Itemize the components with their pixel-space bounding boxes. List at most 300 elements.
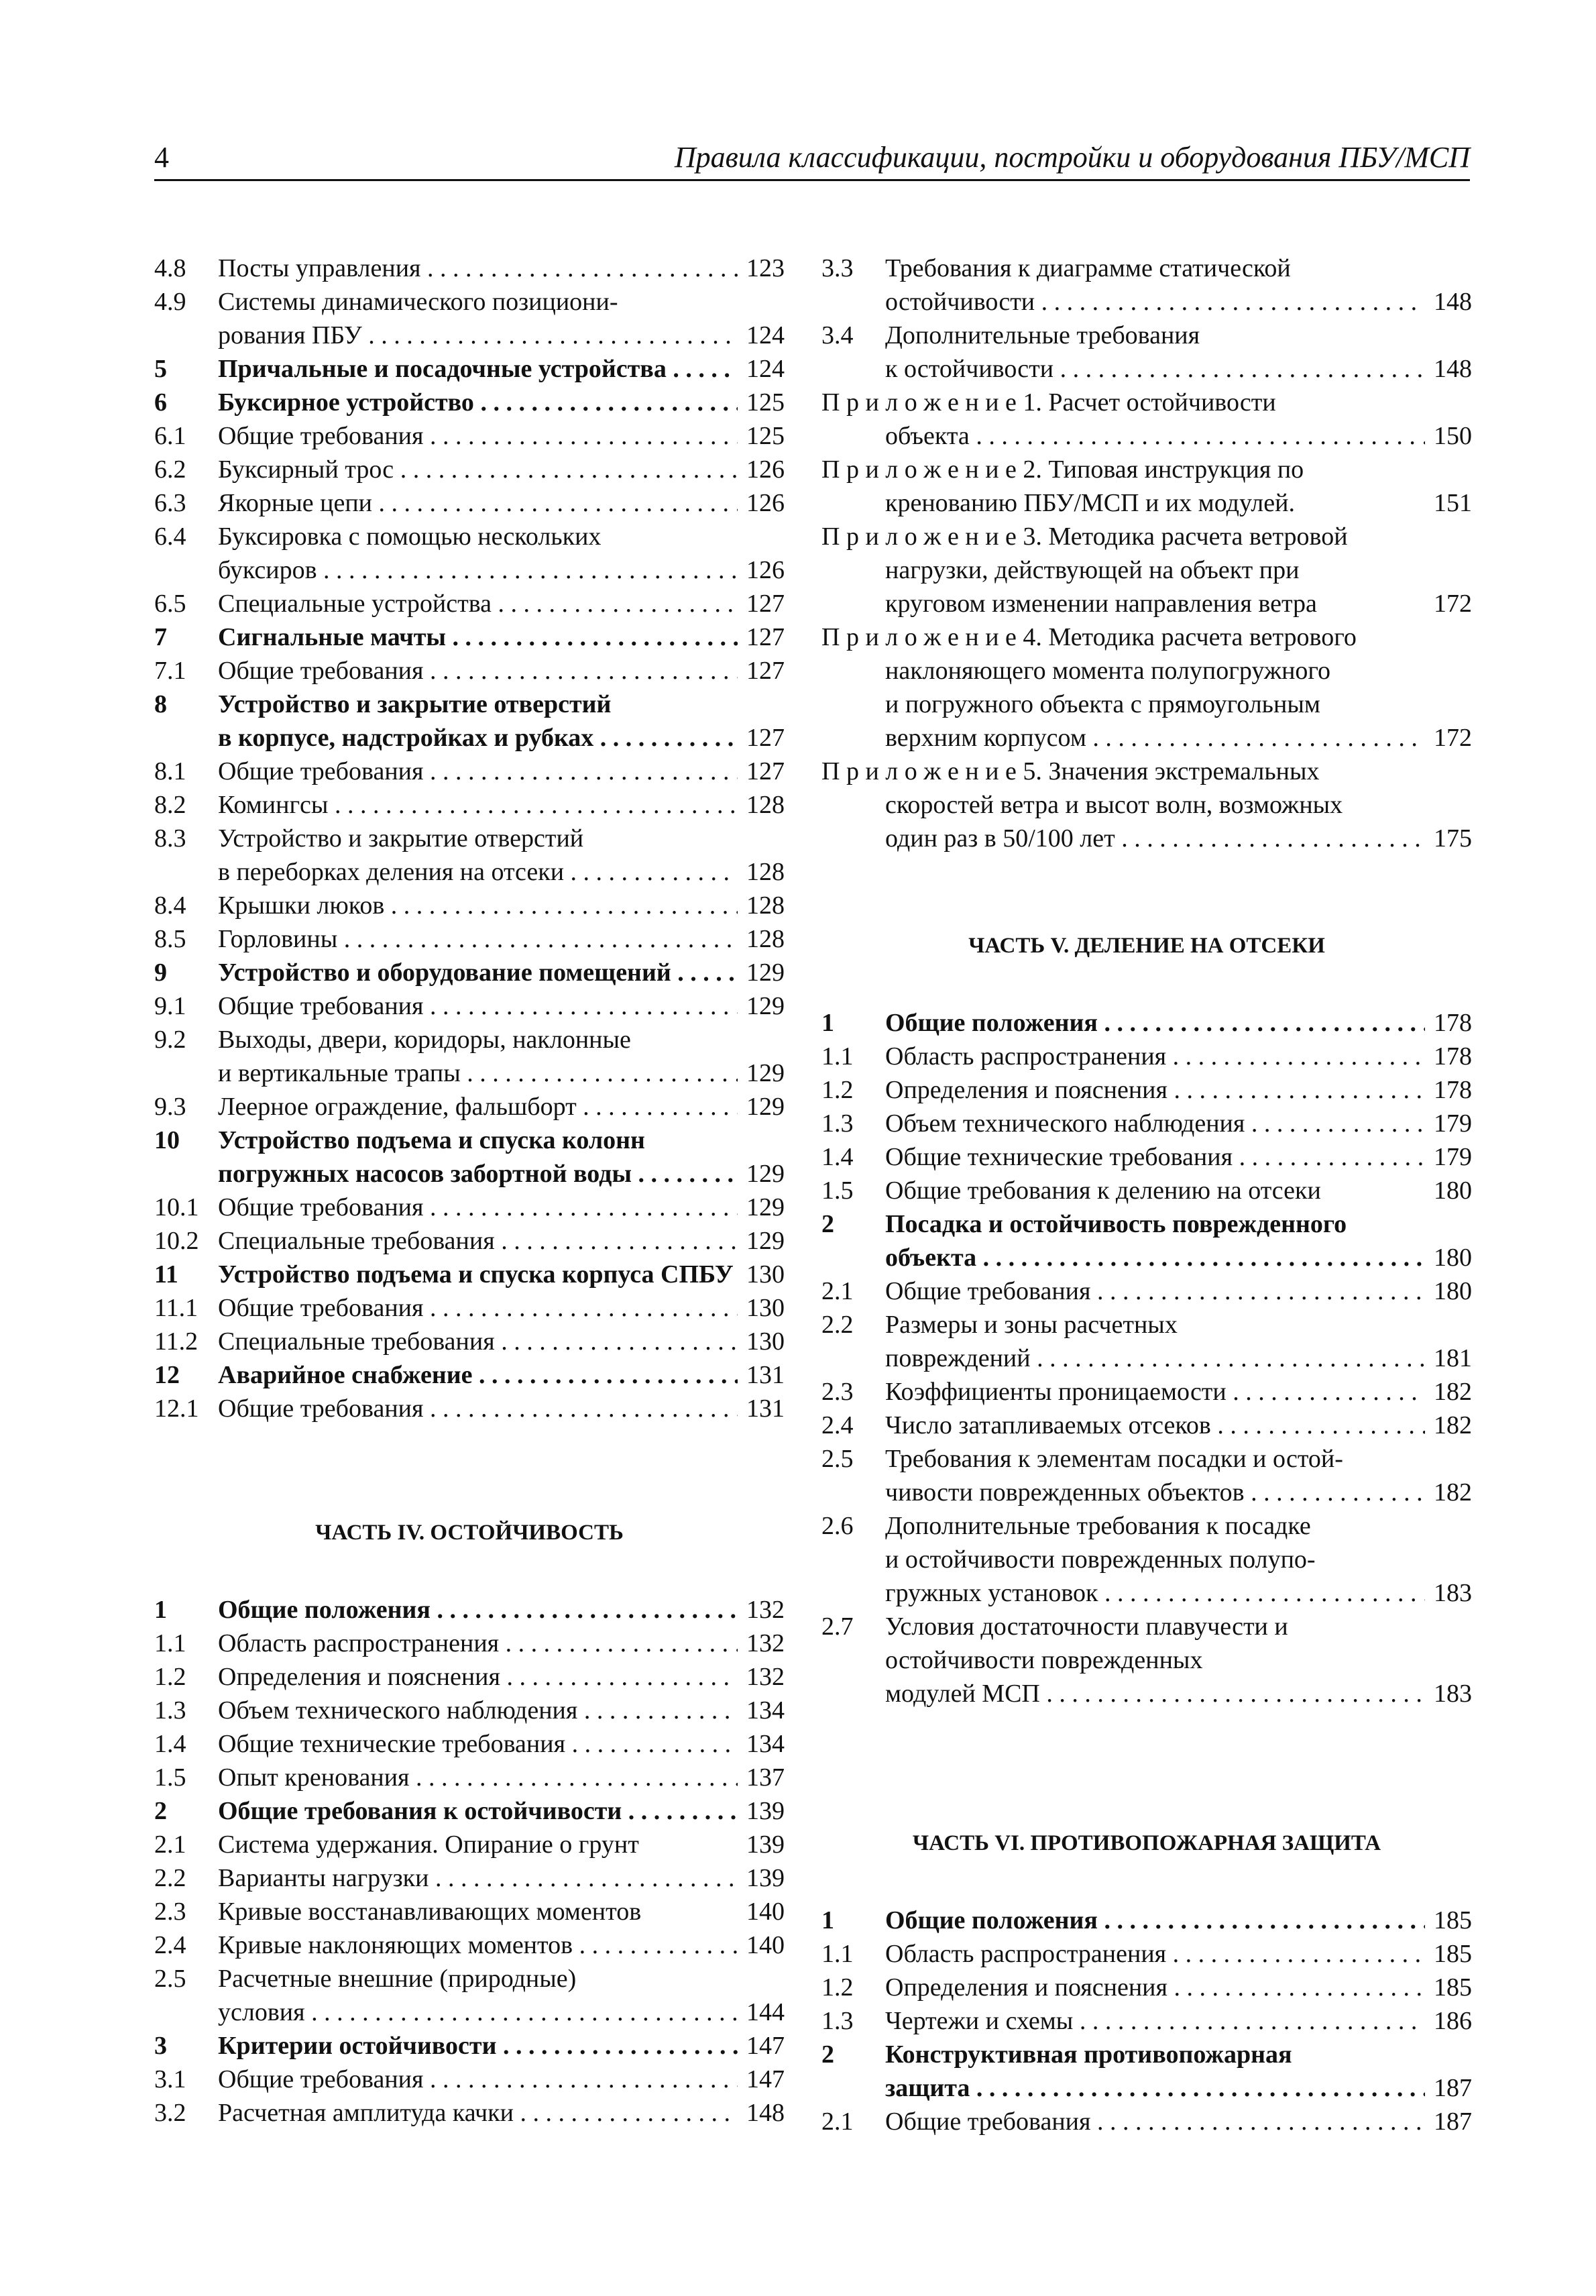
toc-entry-title: верхним корпусом . . . xyxy=(885,721,1425,755)
toc-entry-number: 3.1 xyxy=(154,2065,186,2093)
toc-entry xyxy=(154,620,785,654)
toc-entry-title: Кривые восстанавливающих моментов xyxy=(218,1898,642,1926)
toc-entry-title: Буксировка с помощью нескольких xyxy=(218,523,602,551)
toc-entry-page: 131 xyxy=(746,1395,785,1423)
toc-entry-title: Размеры и зоны расчетных xyxy=(885,1311,1178,1339)
toc-entry-page: 180 xyxy=(1434,1277,1472,1305)
toc-entry xyxy=(154,1358,785,1392)
toc-entry xyxy=(821,1576,1472,1610)
toc-entry xyxy=(154,285,785,319)
toc-entry-number: 2.3 xyxy=(154,1898,186,1926)
toc-entry-number: 1.4 xyxy=(821,1143,854,1171)
toc-entry-page: 129 xyxy=(746,1227,785,1255)
toc-entry-number: 4.8 xyxy=(154,254,186,282)
toc-entry-number: 9.3 xyxy=(154,1093,186,1121)
toc-entry xyxy=(821,1543,1472,1576)
toc-entry-page: 185 xyxy=(1434,1906,1472,1934)
toc-entry-number: 1.2 xyxy=(154,1663,186,1691)
toc-entry xyxy=(821,520,1472,553)
toc-entry-page: 128 xyxy=(746,791,785,819)
toc-entry-number: 2.2 xyxy=(154,1864,186,1892)
toc-entry-title: Общие требования . . . xyxy=(218,419,738,453)
toc-entry xyxy=(154,1660,785,1694)
toc-entry-page: 172 xyxy=(1434,590,1472,618)
toc-entry xyxy=(154,788,785,822)
toc-entry-number: 2.1 xyxy=(821,1277,854,1305)
toc-entry-title: и погружного объекта с прямоугольным xyxy=(885,690,1320,718)
toc-entry xyxy=(154,1224,785,1258)
toc-entry-title: Сигнальные мачты . . . xyxy=(218,620,738,654)
toc-list xyxy=(821,252,1472,855)
toc-entry-number: 6 xyxy=(154,388,167,417)
toc-entry xyxy=(154,1828,785,1861)
toc-entry-title: Общие требования . . . xyxy=(885,1274,1425,1308)
toc-entry-page: 128 xyxy=(746,925,785,953)
toc-entry xyxy=(821,654,1472,688)
toc-entry-number: 1.3 xyxy=(821,2007,854,2035)
toc-entry-number: 1.1 xyxy=(821,1042,854,1071)
toc-entry-title: Общие требования . . . xyxy=(885,2105,1425,2138)
toc-entry-title: Общие требования . . . xyxy=(218,2063,738,2096)
toc-entry-page: 126 xyxy=(746,489,785,517)
toc-entry xyxy=(154,2063,785,2096)
toc-entry xyxy=(154,855,785,889)
toc-entry-number: 1.1 xyxy=(154,1629,186,1657)
toc-entry-title: к остойчивости . . . xyxy=(885,352,1425,386)
toc-entry-title: Устройство и оборудование помещений . . . xyxy=(218,956,738,989)
toc-entry xyxy=(154,1325,785,1358)
toc-entry xyxy=(821,419,1472,453)
toc-entry xyxy=(154,755,785,788)
toc-entry xyxy=(821,1006,1472,1040)
toc-entry-page: 128 xyxy=(746,858,785,886)
toc-entry xyxy=(154,520,785,553)
toc-entry-title: Общие требования к делению на отсеки xyxy=(885,1177,1321,1205)
toc-entry xyxy=(154,2029,785,2063)
toc-entry xyxy=(154,252,785,285)
toc-entry-number: 9.1 xyxy=(154,992,186,1020)
toc-entry xyxy=(821,1937,1472,1971)
toc-entry-page: 124 xyxy=(746,355,785,383)
toc-entry-page: 127 xyxy=(746,657,785,685)
toc-entry-page: 148 xyxy=(1434,288,1472,316)
toc-entry-number: 8.4 xyxy=(154,891,186,920)
toc-right-column xyxy=(821,252,1472,2138)
toc-entry-title: Специальные требования . . . xyxy=(218,1224,738,1258)
toc-entry-title: Якорные цепи . . . xyxy=(218,486,738,520)
toc-entry-title: Общие требования . . . xyxy=(218,1191,738,1224)
toc-entry xyxy=(154,721,785,755)
toc-entry xyxy=(154,1996,785,2029)
toc-entry-title: наклоняющего момента полупогружного xyxy=(885,657,1331,685)
toc-entry-page: 147 xyxy=(746,2032,785,2060)
toc-entry-title: Устройство подъема и спуска корпуса СПБУ xyxy=(218,1260,734,1289)
toc-entry-title: Варианты нагрузки . . . xyxy=(218,1861,738,1895)
toc-entry-number: 7.1 xyxy=(154,657,186,685)
toc-entry xyxy=(154,386,785,419)
toc-entry-title: Общие положения . . . xyxy=(885,1006,1425,1040)
toc-entry-title: Коэффициенты проницаемости . . . xyxy=(885,1375,1425,1409)
toc-entry-page: 129 xyxy=(746,959,785,987)
toc-entry-title: буксиров . . . xyxy=(218,553,738,587)
toc-entry xyxy=(154,352,785,386)
toc-entry-number: 8.5 xyxy=(154,925,186,953)
toc-entry xyxy=(821,1442,1472,1476)
toc-entry-page: 148 xyxy=(1434,355,1472,383)
toc-entry xyxy=(821,788,1472,822)
toc-entry-page: 129 xyxy=(746,992,785,1020)
toc-entry xyxy=(821,1610,1472,1643)
toc-entry xyxy=(821,1476,1472,1509)
toc-entry xyxy=(154,1157,785,1191)
toc-entry-number: 12.1 xyxy=(154,1395,199,1423)
toc-entry-title: круговом изменении направления ветра xyxy=(885,590,1317,618)
toc-entry xyxy=(821,755,1472,788)
toc-entry-title: Условия достаточности плавучести и xyxy=(885,1612,1288,1641)
toc-entry xyxy=(154,1023,785,1056)
toc-entry-title: Чертежи и схемы . . . xyxy=(885,2004,1425,2038)
toc-entry-page: 139 xyxy=(746,1864,785,1892)
toc-entry-title: повреждений . . . xyxy=(885,1342,1425,1375)
toc-entry-title: в переборках деления на отсеки . . . xyxy=(218,855,738,889)
toc-entry xyxy=(821,285,1472,319)
toc-entry-title: Общие требования . . . xyxy=(218,654,738,688)
spacer xyxy=(821,1710,1472,1810)
toc-entry-title: Определения и пояснения . . . xyxy=(218,1660,738,1694)
toc-entry-title: модулей МСП . . . xyxy=(885,1677,1425,1710)
toc-entry-number: 5 xyxy=(154,355,167,383)
toc-entry-title: условия . . . xyxy=(218,1996,738,2029)
toc-entry-page: 178 xyxy=(1434,1009,1472,1037)
toc-entry-page: 127 xyxy=(746,590,785,618)
toc-entry-page: 132 xyxy=(746,1629,785,1657)
page-number: 4 xyxy=(154,141,169,174)
toc-entry-title: объекта . . . xyxy=(885,419,1425,453)
toc-entry-page: 139 xyxy=(746,1830,785,1859)
toc-entry xyxy=(154,822,785,855)
toc-entry-title: кренованию ПБУ/МСП и их модулей. xyxy=(885,489,1295,517)
toc-entry-number: 1.4 xyxy=(154,1730,186,1758)
toc-entry-title: Область распространения . . . xyxy=(885,1937,1425,1971)
toc-entry-title: объекта . . . xyxy=(885,1241,1425,1274)
toc-entry-page: 179 xyxy=(1434,1109,1472,1138)
toc-entry-title: Требования к диаграмме статической xyxy=(885,254,1291,282)
toc-entry-number: 1.3 xyxy=(154,1696,186,1725)
toc-entry-page: 130 xyxy=(746,1327,785,1356)
toc-entry xyxy=(821,587,1472,620)
toc-entry-page: 179 xyxy=(1434,1143,1472,1171)
toc-entry xyxy=(821,1643,1472,1677)
toc-entry-page: 129 xyxy=(746,1160,785,1188)
toc-entry-title: погружных насосов забортной воды . . . xyxy=(218,1157,738,1191)
toc-entry-number: 1 xyxy=(154,1596,167,1624)
toc-entry-page: 150 xyxy=(1434,422,1472,450)
toc-entry-number: 9 xyxy=(154,959,167,987)
toc-list xyxy=(821,1006,1472,1710)
toc-entry-number: 2.2 xyxy=(821,1311,854,1339)
toc-entry-page: 182 xyxy=(1434,1378,1472,1406)
toc-entry-title: Область распространения . . . xyxy=(885,1040,1425,1073)
toc-entry-page: 140 xyxy=(746,1898,785,1926)
toc-entry xyxy=(821,2004,1472,2038)
toc-entry xyxy=(821,252,1472,285)
toc-entry-title: остойчивости . . . xyxy=(885,285,1425,319)
toc-entry-page: 126 xyxy=(746,556,785,584)
toc-entry-number: 1.5 xyxy=(154,1763,186,1792)
toc-entry-title: Дополнительные требования к посадке xyxy=(885,1512,1311,1540)
toc-entry-title: Посадка и остойчивость поврежденного xyxy=(885,1210,1347,1238)
toc-entry xyxy=(821,822,1472,855)
toc-entry xyxy=(154,1627,785,1660)
toc-entry-page: 130 xyxy=(746,1260,785,1289)
toc-entry-number: 1 xyxy=(821,1906,834,1934)
toc-entry xyxy=(821,1409,1472,1442)
toc-entry xyxy=(154,1291,785,1325)
toc-entry xyxy=(821,1241,1472,1274)
toc-entry-number: 11.2 xyxy=(154,1327,198,1356)
toc-entry-title: Буксирное устройство . . . xyxy=(218,386,738,419)
toc-entry xyxy=(154,1794,785,1828)
toc-entry-number: 12 xyxy=(154,1361,180,1389)
toc-entry-title: П р и л о ж е н и е 5. Значения экстремальных xyxy=(821,757,1320,785)
toc-entry-title: Объем технического наблюдения . . . xyxy=(885,1107,1425,1140)
toc-entry-number: 2 xyxy=(154,1797,167,1825)
toc-entry-page: 185 xyxy=(1434,1973,1472,2002)
toc-entry-title: Критерии остойчивости . . . xyxy=(218,2029,738,2063)
toc-entry-page: 128 xyxy=(746,891,785,920)
toc-entry-number: 2.1 xyxy=(154,1830,186,1859)
toc-entry-title: Число затапливаемых отсеков . . . xyxy=(885,1409,1425,1442)
toc-entry xyxy=(154,2096,785,2130)
toc-entry-title: и остойчивости поврежденных полупо- xyxy=(885,1545,1316,1574)
toc-entry-number: 6.4 xyxy=(154,523,186,551)
toc-entry-title: Устройство подъема и спуска колонн xyxy=(218,1126,645,1154)
toc-entry xyxy=(154,922,785,956)
toc-entry-title: Комингсы . . . xyxy=(218,788,738,822)
toc-entry-page: 144 xyxy=(746,1998,785,2026)
toc-entry-title: Дополнительные требования xyxy=(885,321,1200,349)
toc-entry-title: П р и л о ж е н и е 3. Методика расчета ветровой xyxy=(821,523,1348,551)
running-title: Правила классификации, постройки и оборудования ПБУ/МСП xyxy=(674,141,1470,174)
spacer xyxy=(154,1425,785,1499)
toc-entry-number: 11 xyxy=(154,1260,178,1289)
toc-entry xyxy=(821,1174,1472,1207)
toc-entry-number: 6.1 xyxy=(154,422,186,450)
toc-entry-number: 3.4 xyxy=(821,321,854,349)
toc-entry-title: нагрузки, действующей на объект при xyxy=(885,556,1300,584)
toc-entry-page: 131 xyxy=(746,1361,785,1389)
toc-entry-number: 1.2 xyxy=(821,1076,854,1104)
toc-list xyxy=(154,1593,785,2130)
toc-entry xyxy=(154,1056,785,1090)
toc-entry-page: 185 xyxy=(1434,1940,1472,1968)
toc-entry-number: 1.3 xyxy=(821,1109,854,1138)
toc-entry-page: 125 xyxy=(746,388,785,417)
toc-entry-title: Буксирный трос . . . xyxy=(218,453,738,486)
toc-entry xyxy=(821,486,1472,520)
toc-entry-title: Общие положения . . . xyxy=(218,1593,738,1627)
toc-entry xyxy=(821,2071,1472,2105)
toc-entry-title: Специальные требования . . . xyxy=(218,1325,738,1358)
toc-entry xyxy=(154,1258,785,1291)
part-5-heading: ЧАСТЬ V. ДЕЛЕНИЕ НА ОТСЕКИ xyxy=(968,934,1325,958)
toc-entry-page: 139 xyxy=(746,1797,785,1825)
toc-entry-title: защита . . . xyxy=(885,2071,1425,2105)
toc-entry-title: Специальные устройства . . . xyxy=(218,587,738,620)
toc-entry-page: 187 xyxy=(1434,2074,1472,2102)
toc-entry-title: Опыт кренования . . . xyxy=(218,1761,738,1794)
toc-entry xyxy=(154,1895,785,1928)
toc-entry-title: чивости поврежденных объектов . . . xyxy=(885,1476,1425,1509)
toc-entry-page: 123 xyxy=(746,254,785,282)
toc-entry-page: 134 xyxy=(746,1696,785,1725)
toc-entry xyxy=(154,1593,785,1627)
toc-entry-page: 124 xyxy=(746,321,785,349)
spacer xyxy=(821,855,1472,912)
toc-entry-number: 8.2 xyxy=(154,791,186,819)
toc-entry-title: П р и л о ж е н и е 2. Типовая инструкция по xyxy=(821,455,1304,484)
toc-entry xyxy=(821,1073,1472,1107)
toc-entry-number: 2.1 xyxy=(821,2108,854,2136)
toc-entry xyxy=(821,1677,1472,1710)
toc-entry-title: Общие положения . . . xyxy=(885,1904,1425,1937)
toc-entry-title: Горловины . . . xyxy=(218,922,738,956)
toc-entry xyxy=(154,1090,785,1124)
toc-entry xyxy=(821,1509,1472,1543)
toc-entry-title: Кривые наклоняющих моментов . . . xyxy=(218,1928,738,1962)
toc-entry-number: 2.5 xyxy=(154,1965,186,1993)
toc-entry-page: 183 xyxy=(1434,1680,1472,1708)
toc-entry-page: 147 xyxy=(746,2065,785,2093)
toc-entry-number: 2.3 xyxy=(821,1378,854,1406)
toc-entry-title: остойчивости поврежденных xyxy=(885,1646,1203,1674)
toc-entry-title: Общие требования к остойчивости . . . xyxy=(218,1794,738,1828)
toc-entry-title: Расчетная амплитуда качки . . . xyxy=(218,2096,738,2130)
toc-entry-page: 178 xyxy=(1434,1076,1472,1104)
toc-entry-page: 137 xyxy=(746,1763,785,1792)
toc-entry-page: 132 xyxy=(746,1596,785,1624)
toc-entry-title: Требования к элементам посадки и остой- xyxy=(885,1445,1343,1473)
page-header xyxy=(154,138,1470,181)
toc-entry-number: 2.6 xyxy=(821,1512,854,1540)
toc-entry xyxy=(154,419,785,453)
toc-entry xyxy=(821,553,1472,587)
toc-entry-number: 6.3 xyxy=(154,489,186,517)
toc-entry-page: 180 xyxy=(1434,1177,1472,1205)
toc-entry-number: 2.5 xyxy=(821,1445,854,1473)
toc-entry-title: Общие требования . . . xyxy=(218,989,738,1023)
toc-entry xyxy=(154,453,785,486)
toc-entry xyxy=(154,553,785,587)
toc-entry-title: Определения и пояснения . . . xyxy=(885,1073,1425,1107)
spacer xyxy=(821,1877,1472,1904)
toc-entry-page: 187 xyxy=(1434,2108,1472,2136)
toc-entry-page: 129 xyxy=(746,1193,785,1221)
toc-entry-number: 10 xyxy=(154,1126,180,1154)
toc-entry-title: Причальные и посадочные устройства . . . xyxy=(218,352,738,386)
toc-entry-number: 1.1 xyxy=(821,1940,854,1968)
toc-entry xyxy=(154,1861,785,1895)
toc-entry-number: 6.5 xyxy=(154,590,186,618)
toc-entry xyxy=(821,1971,1472,2004)
toc-entry-page: 140 xyxy=(746,1931,785,1959)
toc-entry xyxy=(821,1274,1472,1308)
toc-entry-title: П р и л о ж е н и е 1. Расчет остойчивости xyxy=(821,388,1276,417)
toc-left-column xyxy=(154,252,785,2130)
toc-entry-title: Объем технического наблюдения . . . xyxy=(218,1694,738,1727)
toc-entry xyxy=(821,1308,1472,1342)
toc-entry-title: гружных установок . . . xyxy=(885,1576,1425,1610)
toc-entry-number: 9.2 xyxy=(154,1026,186,1054)
toc-entry xyxy=(154,889,785,922)
toc-entry xyxy=(821,2105,1472,2138)
toc-list xyxy=(821,1904,1472,2138)
toc-entry-number: 2 xyxy=(821,2040,834,2069)
toc-entry xyxy=(154,688,785,721)
toc-entry-title: Общие требования . . . xyxy=(218,755,738,788)
toc-entry-number: 8.1 xyxy=(154,757,186,785)
toc-entry-title: Определения и пояснения . . . xyxy=(885,1971,1425,2004)
toc-entry-title: и вертикальные трапы . . . xyxy=(218,1056,738,1090)
toc-entry xyxy=(154,1962,785,1996)
toc-entry-number: 1 xyxy=(821,1009,834,1037)
toc-entry-page: 151 xyxy=(1434,489,1472,517)
toc-entry-number: 1.5 xyxy=(821,1177,854,1205)
toc-entry xyxy=(821,1375,1472,1409)
toc-entry-number: 2.7 xyxy=(821,1612,854,1641)
toc-entry-page: 127 xyxy=(746,724,785,752)
toc-entry xyxy=(154,654,785,688)
toc-entry-page: 172 xyxy=(1434,724,1472,752)
toc-entry-title: Общие технические требования . . . xyxy=(218,1727,738,1761)
toc-entry-title: Конструктивная противопожарная xyxy=(885,2040,1292,2069)
toc-entry-title: рования ПБУ . . . xyxy=(218,319,738,352)
toc-entry-page: 182 xyxy=(1434,1478,1472,1507)
toc-entry-page: 181 xyxy=(1434,1344,1472,1372)
toc-entry-page: 129 xyxy=(746,1059,785,1087)
toc-entry-title: Аварийное снабжение . . . xyxy=(218,1358,738,1392)
spacer xyxy=(154,1566,785,1593)
toc-entry-page: 132 xyxy=(746,1663,785,1691)
toc-entry-title: Общие требования . . . xyxy=(218,1392,738,1425)
toc-entry-page: 130 xyxy=(746,1294,785,1322)
toc-entry-number: 6.2 xyxy=(154,455,186,484)
toc-entry xyxy=(154,1694,785,1727)
toc-entry-title: скоростей ветра и высот волн, возможных xyxy=(885,791,1343,819)
toc-entry xyxy=(821,620,1472,654)
toc-entry-title: Область распространения . . . xyxy=(218,1627,738,1660)
toc-entry xyxy=(821,721,1472,755)
toc-entry xyxy=(821,1342,1472,1375)
toc-entry-number: 2.4 xyxy=(154,1931,186,1959)
toc-entry-number: 3 xyxy=(154,2032,167,2060)
toc-entry xyxy=(154,1124,785,1157)
toc-entry xyxy=(154,989,785,1023)
toc-entry-page: 186 xyxy=(1434,2007,1472,2035)
toc-entry-page: 182 xyxy=(1434,1411,1472,1439)
toc-entry xyxy=(154,1191,785,1224)
toc-entry-title: П р и л о ж е н и е 4. Методика расчета ветрового xyxy=(821,623,1357,651)
toc-entry xyxy=(154,1727,785,1761)
toc-entry-title: Расчетные внешние (природные) xyxy=(218,1965,577,1993)
toc-entry xyxy=(821,1207,1472,1241)
toc-entry-number: 8 xyxy=(154,690,167,718)
toc-entry-title: Устройство и закрытие отверстий xyxy=(218,690,612,718)
toc-entry-number: 10.1 xyxy=(154,1193,199,1221)
part-6-heading: ЧАСТЬ VI. ПРОТИВОПОЖАРНАЯ ЗАЩИТА xyxy=(912,1831,1381,1855)
toc-entry-number: 3.2 xyxy=(154,2099,186,2127)
toc-entry xyxy=(154,319,785,352)
